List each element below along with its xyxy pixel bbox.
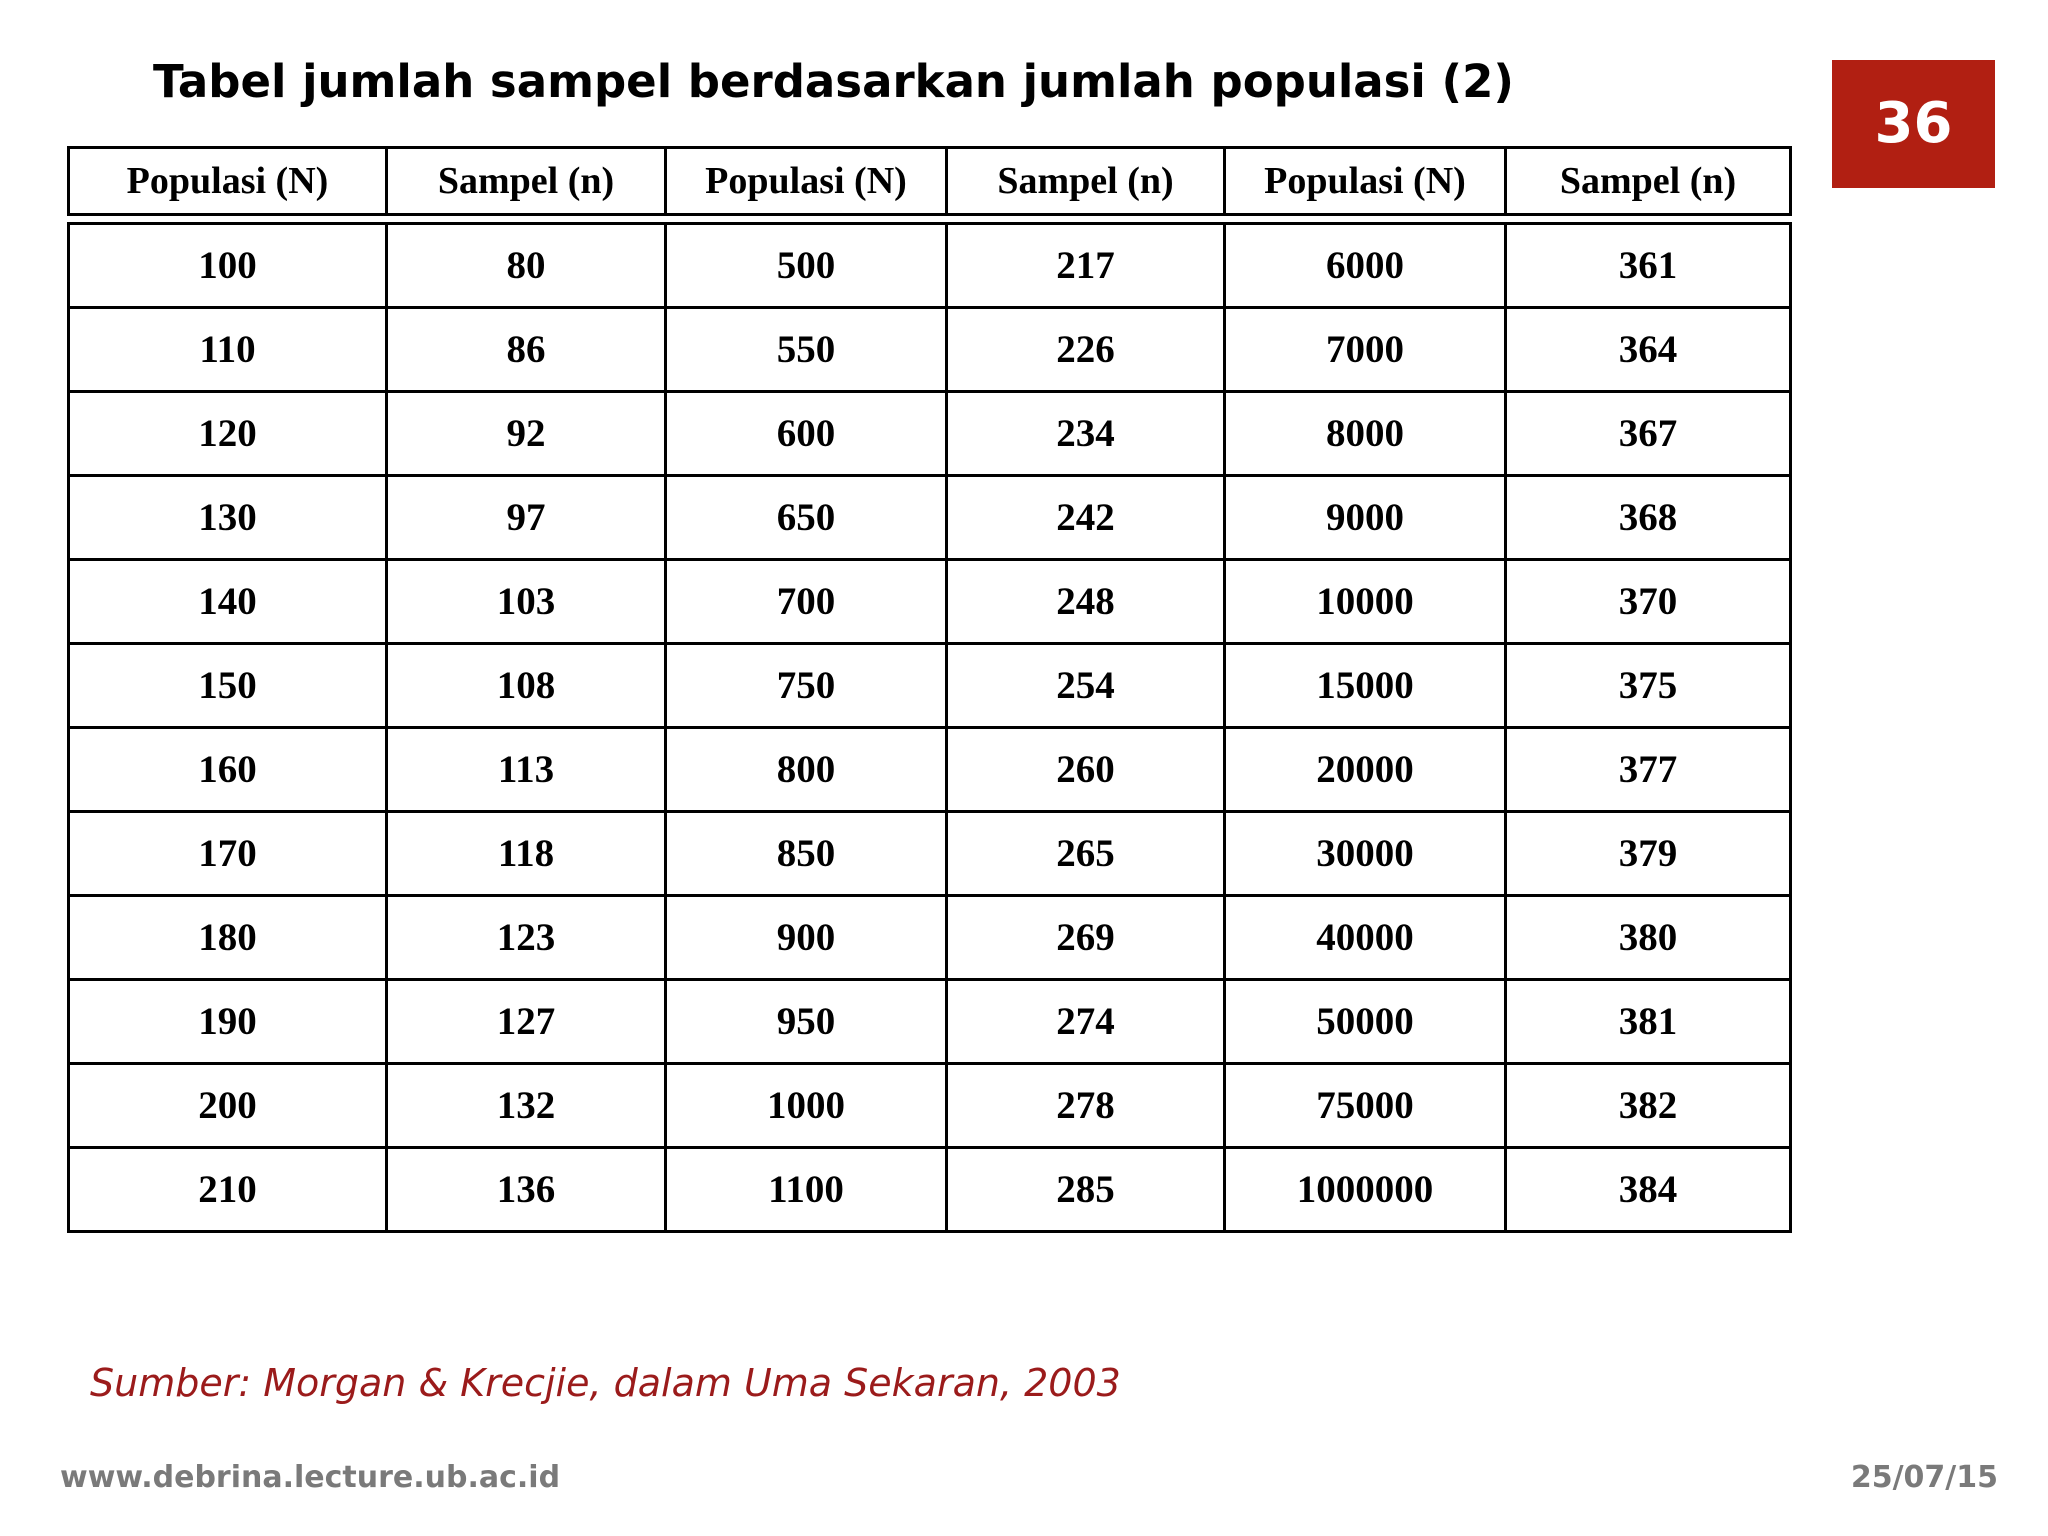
population-cell: 8000 xyxy=(1225,392,1506,476)
slide-title: Tabel jumlah sampel berdasarkan jumlah populasi (2) xyxy=(153,55,1514,108)
header-cell: Populasi (N) xyxy=(666,148,947,215)
population-cell: 600 xyxy=(666,392,947,476)
sample-cell: 248 xyxy=(947,560,1225,644)
sample-cell: 217 xyxy=(947,224,1225,308)
population-cell: 10000 xyxy=(1225,560,1506,644)
table-row xyxy=(69,392,1791,476)
table-row xyxy=(69,812,1791,896)
sample-cell: 123 xyxy=(387,896,666,980)
footer-date: 25/07/15 xyxy=(1850,1460,1998,1495)
footer-url: www.debrina.lecture.ub.ac.id xyxy=(60,1460,561,1495)
table-row xyxy=(69,560,1791,644)
population-cell: 200 xyxy=(69,1064,387,1148)
population-cell: 180 xyxy=(69,896,387,980)
page-number-badge: 36 xyxy=(1832,60,1995,188)
table-header xyxy=(67,146,1792,216)
sample-cell: 92 xyxy=(387,392,666,476)
population-cell: 9000 xyxy=(1225,476,1506,560)
sample-cell: 86 xyxy=(387,308,666,392)
sample-cell: 254 xyxy=(947,644,1225,728)
sample-cell: 80 xyxy=(387,224,666,308)
header-cell: Populasi (N) xyxy=(1225,148,1506,215)
sample-cell: 364 xyxy=(1506,308,1791,392)
table-row xyxy=(69,896,1791,980)
sample-cell: 384 xyxy=(1506,1148,1791,1232)
header-cell: Populasi (N) xyxy=(69,148,387,215)
sample-cell: 242 xyxy=(947,476,1225,560)
population-cell: 160 xyxy=(69,728,387,812)
sample-cell: 136 xyxy=(387,1148,666,1232)
population-cell: 800 xyxy=(666,728,947,812)
sample-cell: 377 xyxy=(1506,728,1791,812)
header-cell: Sampel (n) xyxy=(1506,148,1791,215)
sample-cell: 379 xyxy=(1506,812,1791,896)
population-cell: 500 xyxy=(666,224,947,308)
population-cell: 130 xyxy=(69,476,387,560)
table-row xyxy=(69,728,1791,812)
population-cell: 750 xyxy=(666,644,947,728)
sample-cell: 368 xyxy=(1506,476,1791,560)
population-cell: 550 xyxy=(666,308,947,392)
population-cell: 120 xyxy=(69,392,387,476)
sample-size-table xyxy=(67,222,1792,1233)
sample-cell: 113 xyxy=(387,728,666,812)
sample-cell: 108 xyxy=(387,644,666,728)
table-row xyxy=(69,1148,1791,1232)
population-cell: 190 xyxy=(69,980,387,1064)
table-row xyxy=(69,644,1791,728)
population-cell: 15000 xyxy=(1225,644,1506,728)
sample-cell: 380 xyxy=(1506,896,1791,980)
sample-cell: 127 xyxy=(387,980,666,1064)
population-cell: 140 xyxy=(69,560,387,644)
sample-cell: 382 xyxy=(1506,1064,1791,1148)
table-row xyxy=(69,476,1791,560)
sample-cell: 265 xyxy=(947,812,1225,896)
sample-cell: 370 xyxy=(1506,560,1791,644)
population-cell: 1100 xyxy=(666,1148,947,1232)
sample-cell: 375 xyxy=(1506,644,1791,728)
sample-cell: 118 xyxy=(387,812,666,896)
population-cell: 850 xyxy=(666,812,947,896)
sample-cell: 274 xyxy=(947,980,1225,1064)
sample-cell: 285 xyxy=(947,1148,1225,1232)
population-cell: 900 xyxy=(666,896,947,980)
population-cell: 50000 xyxy=(1225,980,1506,1064)
header-cell: Sampel (n) xyxy=(947,148,1225,215)
population-cell: 1000 xyxy=(666,1064,947,1148)
sample-cell: 381 xyxy=(1506,980,1791,1064)
sample-cell: 269 xyxy=(947,896,1225,980)
sample-cell: 367 xyxy=(1506,392,1791,476)
sample-cell: 226 xyxy=(947,308,1225,392)
population-cell: 20000 xyxy=(1225,728,1506,812)
sample-cell: 361 xyxy=(1506,224,1791,308)
sample-cell: 260 xyxy=(947,728,1225,812)
population-cell: 7000 xyxy=(1225,308,1506,392)
population-cell: 950 xyxy=(666,980,947,1064)
sample-cell: 132 xyxy=(387,1064,666,1148)
sample-cell: 278 xyxy=(947,1064,1225,1148)
population-cell: 170 xyxy=(69,812,387,896)
population-cell: 40000 xyxy=(1225,896,1506,980)
sample-cell: 234 xyxy=(947,392,1225,476)
sample-cell: 103 xyxy=(387,560,666,644)
population-cell: 110 xyxy=(69,308,387,392)
population-cell: 1000000 xyxy=(1225,1148,1506,1232)
population-cell: 650 xyxy=(666,476,947,560)
table-row xyxy=(69,1064,1791,1148)
population-cell: 150 xyxy=(69,644,387,728)
table-row xyxy=(69,224,1791,308)
population-cell: 75000 xyxy=(1225,1064,1506,1148)
sample-cell: 97 xyxy=(387,476,666,560)
header-cell: Sampel (n) xyxy=(387,148,666,215)
population-cell: 100 xyxy=(69,224,387,308)
source-citation: Sumber: Morgan & Krecjie, dalam Uma Sekaran, 2003 xyxy=(90,1361,1121,1405)
table-row xyxy=(69,980,1791,1064)
population-cell: 6000 xyxy=(1225,224,1506,308)
population-cell: 210 xyxy=(69,1148,387,1232)
table-body xyxy=(69,224,1791,1232)
population-cell: 30000 xyxy=(1225,812,1506,896)
table-row xyxy=(69,308,1791,392)
population-cell: 700 xyxy=(666,560,947,644)
header-row xyxy=(69,148,1791,215)
